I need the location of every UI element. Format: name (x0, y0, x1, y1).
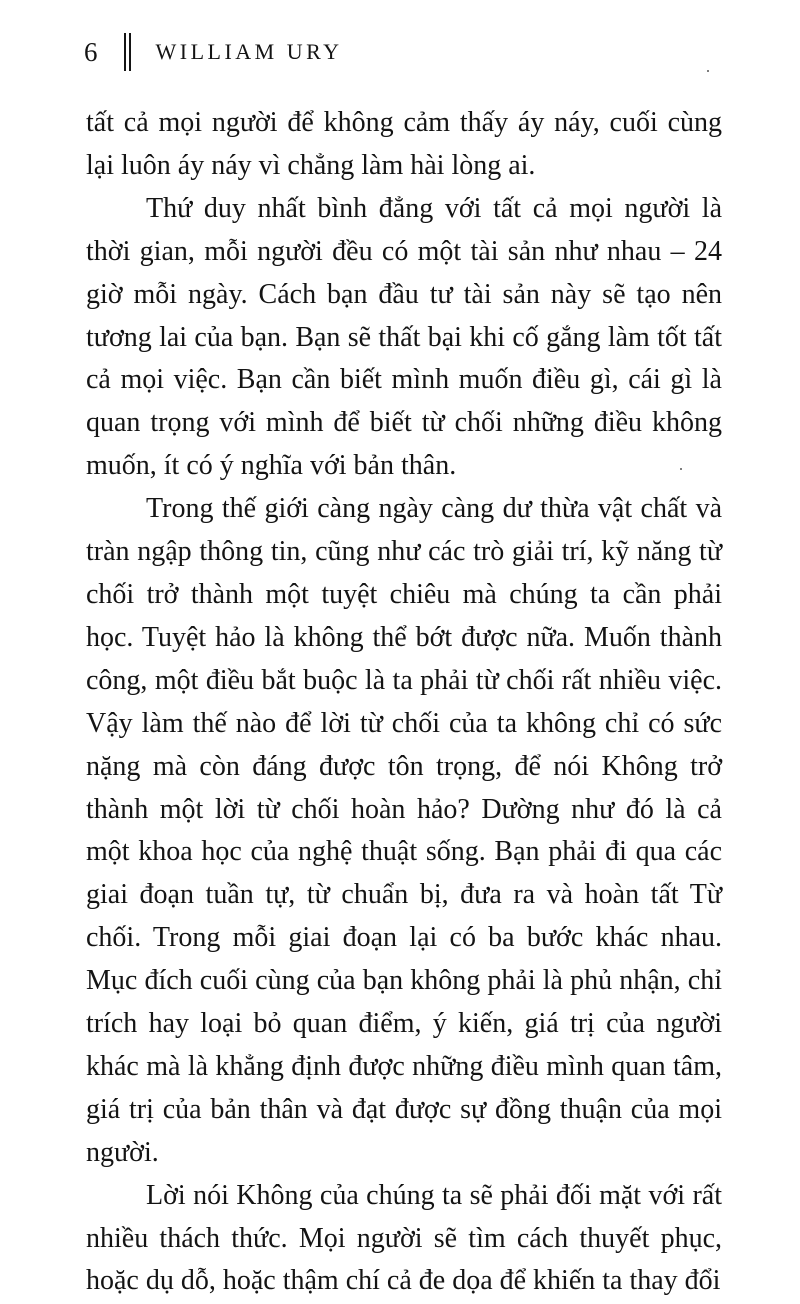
scan-speck (680, 468, 682, 470)
page-number: 6 (84, 36, 99, 67)
header-divider (124, 33, 131, 71)
header-author: WILLIAM URY (155, 39, 343, 64)
body-text (86, 102, 722, 1303)
running-header (84, 30, 342, 74)
paragraph-1: tất cả mọi người để không cảm thấy áy náy, cuối cùng lại luôn áy náy vì chẳng làm hài lòng ai. (86, 107, 722, 181)
paragraph-2: Thứ duy nhất bình đẳng với tất cả mọi người là thời gian, mỗi người đều có một tài sản như nhau – 24 giờ mỗi ngày. Cách bạn đầu tư tài sản này sẽ tạo nên tương lai của bạn. Bạn sẽ thất bại khi cố gắng làm tốt tất cả mọi việc. Bạn cần biết mình muốn điều gì, cái gì là quan trọng với mình để biết từ chối những điều không muốn, ít có ý nghĩa với bản thân. (86, 192, 722, 482)
paragraph-4: Lời nói Không của chúng ta sẽ phải đối mặt với rất nhiều thách thức. Mọi người sẽ tìm cách thuyết phục, hoặc dụ dỗ, hoặc thậm chí cả đe dọa để khiến ta thay đổi (86, 1179, 722, 1297)
paragraph-3: Trong thế giới càng ngày càng dư thừa vật chất và tràn ngập thông tin, cũng như các trò giải trí, kỹ năng từ chối trở thành một tuyệt chiêu mà chúng ta cần phải học. Tuyệt hảo là không thể bớt được nữa. Muốn thành công, một điều bắt buộc là ta phải từ chối rất nhiều việc. Vậy làm thế nào để lời từ chối của ta không chỉ có sức nặng mà còn đáng được tôn trọng, để nói Không trở thành một lời từ chối hoàn hảo? Dường như đó là cả một khoa học của nghệ thuật sống. Bạn phải đi qua các giai đoạn tuần tự, từ chuẩn bị, đưa ra và hoàn tất Từ chối. Trong mỗi giai đoạn lại có ba bước khác nhau. Mục đích cuối cùng của bạn không phải là phủ nhận, chỉ trích hay loại bỏ quan điểm, ý kiến, giá trị của người khác mà là khẳng định được những điều mình quan tâm, giá trị của bản thân và đạt được sự đồng thuận của mọi người. (86, 493, 722, 1168)
scan-speck (707, 70, 709, 72)
